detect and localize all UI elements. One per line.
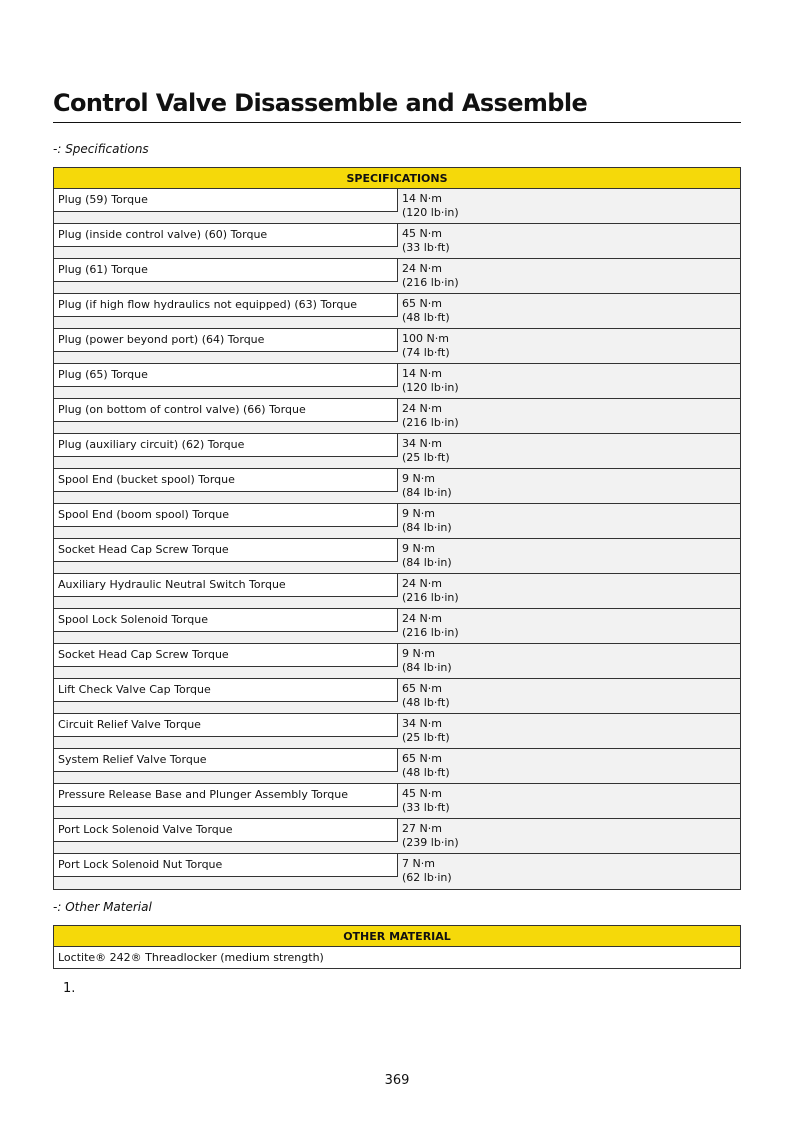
spec-row bbox=[54, 259, 740, 294]
spec-name: System Relief Valve Torque bbox=[54, 749, 398, 772]
spec-value-metric: 7 N·m bbox=[402, 857, 435, 870]
spec-value bbox=[398, 364, 740, 398]
spec-name: Socket Head Cap Screw Torque bbox=[54, 539, 398, 562]
spec-value-metric: 65 N·m bbox=[402, 297, 442, 310]
spec-value-imperial: (216 lb·in) bbox=[402, 626, 459, 639]
spec-row bbox=[54, 329, 740, 364]
spec-name: Port Lock Solenoid Valve Torque bbox=[54, 819, 398, 842]
spec-value bbox=[398, 854, 740, 889]
spec-value-metric: 34 N·m bbox=[402, 437, 442, 450]
spec-value-metric: 65 N·m bbox=[402, 752, 442, 765]
spec-value-metric: 9 N·m bbox=[402, 542, 435, 555]
spec-row bbox=[54, 819, 740, 854]
spec-value-imperial: (33 lb·ft) bbox=[402, 241, 450, 254]
spec-value-imperial: (216 lb·in) bbox=[402, 591, 459, 604]
spec-value-metric: 65 N·m bbox=[402, 682, 442, 695]
spec-value-metric: 34 N·m bbox=[402, 717, 442, 730]
spec-value bbox=[398, 644, 740, 678]
spec-value-imperial: (48 lb·ft) bbox=[402, 766, 450, 779]
spec-value bbox=[398, 539, 740, 573]
step-number: 1. bbox=[63, 981, 76, 996]
spec-value-metric: 45 N·m bbox=[402, 227, 442, 240]
other-material-table-header: OTHER MATERIAL bbox=[54, 926, 740, 947]
spec-value bbox=[398, 784, 740, 818]
spec-name: Socket Head Cap Screw Torque bbox=[54, 644, 398, 667]
spec-value bbox=[398, 819, 740, 853]
spec-value bbox=[398, 749, 740, 783]
other-material-table bbox=[53, 925, 741, 969]
spec-name: Spool Lock Solenoid Torque bbox=[54, 609, 398, 632]
spec-value-metric: 9 N·m bbox=[402, 507, 435, 520]
spec-value-imperial: (216 lb·in) bbox=[402, 276, 459, 289]
spec-row bbox=[54, 469, 740, 504]
spec-row bbox=[54, 294, 740, 329]
spec-value-metric: 24 N·m bbox=[402, 577, 442, 590]
spec-row bbox=[54, 504, 740, 539]
page-title: Control Valve Disassemble and Assemble bbox=[53, 89, 588, 117]
spec-value-imperial: (62 lb·in) bbox=[402, 871, 452, 884]
spec-value-imperial: (120 lb·in) bbox=[402, 381, 459, 394]
spec-value-metric: 45 N·m bbox=[402, 787, 442, 800]
other-material-item: Loctite® 242® Threadlocker (medium strength) bbox=[54, 947, 740, 968]
spec-name: Spool End (boom spool) Torque bbox=[54, 504, 398, 527]
spec-value-imperial: (216 lb·in) bbox=[402, 416, 459, 429]
spec-value-imperial: (48 lb·ft) bbox=[402, 311, 450, 324]
spec-value-imperial: (239 lb·in) bbox=[402, 836, 459, 849]
spec-value bbox=[398, 399, 740, 433]
spec-value bbox=[398, 504, 740, 538]
spec-value-imperial: (74 lb·ft) bbox=[402, 346, 450, 359]
spec-value bbox=[398, 329, 740, 363]
spec-name: Circuit Relief Valve Torque bbox=[54, 714, 398, 737]
spec-value bbox=[398, 609, 740, 643]
specifications-table-header: SPECIFICATIONS bbox=[54, 168, 740, 189]
spec-value bbox=[398, 679, 740, 713]
spec-value-imperial: (84 lb·in) bbox=[402, 521, 452, 534]
spec-name: Plug (59) Torque bbox=[54, 189, 398, 212]
spec-name: Plug (61) Torque bbox=[54, 259, 398, 282]
spec-row bbox=[54, 434, 740, 469]
spec-name: Plug (power beyond port) (64) Torque bbox=[54, 329, 398, 352]
spec-name: Port Lock Solenoid Nut Torque bbox=[54, 854, 398, 877]
spec-name: Spool End (bucket spool) Torque bbox=[54, 469, 398, 492]
spec-name: Plug (auxiliary circuit) (62) Torque bbox=[54, 434, 398, 457]
spec-value-imperial: (25 lb·ft) bbox=[402, 731, 450, 744]
spec-row bbox=[54, 854, 740, 889]
spec-value-imperial: (33 lb·ft) bbox=[402, 801, 450, 814]
spec-value-metric: 14 N·m bbox=[402, 367, 442, 380]
spec-value-metric: 14 N·m bbox=[402, 192, 442, 205]
spec-value-metric: 100 N·m bbox=[402, 332, 449, 345]
page-number: 369 bbox=[384, 1073, 410, 1088]
spec-value-imperial: (84 lb·in) bbox=[402, 486, 452, 499]
spec-row bbox=[54, 224, 740, 259]
spec-value-metric: 24 N·m bbox=[402, 262, 442, 275]
spec-name: Plug (inside control valve) (60) Torque bbox=[54, 224, 398, 247]
spec-value-metric: 24 N·m bbox=[402, 612, 442, 625]
spec-name: Pressure Release Base and Plunger Assembly Torque bbox=[54, 784, 398, 807]
spec-value bbox=[398, 294, 740, 328]
spec-value-imperial: (84 lb·in) bbox=[402, 556, 452, 569]
other-material-section-label: -: Other Material bbox=[53, 900, 152, 914]
spec-name: Plug (if high flow hydraulics not equipped) (63) Torque bbox=[54, 294, 398, 317]
spec-value bbox=[398, 224, 740, 258]
spec-row bbox=[54, 749, 740, 784]
specifications-table bbox=[53, 167, 741, 890]
specifications-section-label: -: Specifications bbox=[53, 142, 149, 156]
spec-name: Plug (65) Torque bbox=[54, 364, 398, 387]
spec-row bbox=[54, 364, 740, 399]
spec-value-imperial: (48 lb·ft) bbox=[402, 696, 450, 709]
spec-value-metric: 27 N·m bbox=[402, 822, 442, 835]
spec-value bbox=[398, 189, 740, 223]
spec-row bbox=[54, 539, 740, 574]
spec-row bbox=[54, 189, 740, 224]
spec-value-metric: 9 N·m bbox=[402, 647, 435, 660]
spec-row bbox=[54, 644, 740, 679]
spec-row bbox=[54, 399, 740, 434]
spec-row bbox=[54, 784, 740, 819]
spec-value bbox=[398, 714, 740, 748]
spec-value-imperial: (120 lb·in) bbox=[402, 206, 459, 219]
spec-value-metric: 9 N·m bbox=[402, 472, 435, 485]
spec-name: Auxiliary Hydraulic Neutral Switch Torque bbox=[54, 574, 398, 597]
spec-value-imperial: (25 lb·ft) bbox=[402, 451, 450, 464]
spec-value-metric: 24 N·m bbox=[402, 402, 442, 415]
spec-row bbox=[54, 574, 740, 609]
spec-value bbox=[398, 469, 740, 503]
spec-value bbox=[398, 574, 740, 608]
spec-row bbox=[54, 679, 740, 714]
spec-name: Plug (on bottom of control valve) (66) Torque bbox=[54, 399, 398, 422]
spec-value bbox=[398, 259, 740, 293]
spec-name: Lift Check Valve Cap Torque bbox=[54, 679, 398, 702]
spec-row bbox=[54, 609, 740, 644]
spec-value bbox=[398, 434, 740, 468]
spec-row bbox=[54, 714, 740, 749]
title-divider bbox=[53, 122, 741, 123]
spec-value-imperial: (84 lb·in) bbox=[402, 661, 452, 674]
